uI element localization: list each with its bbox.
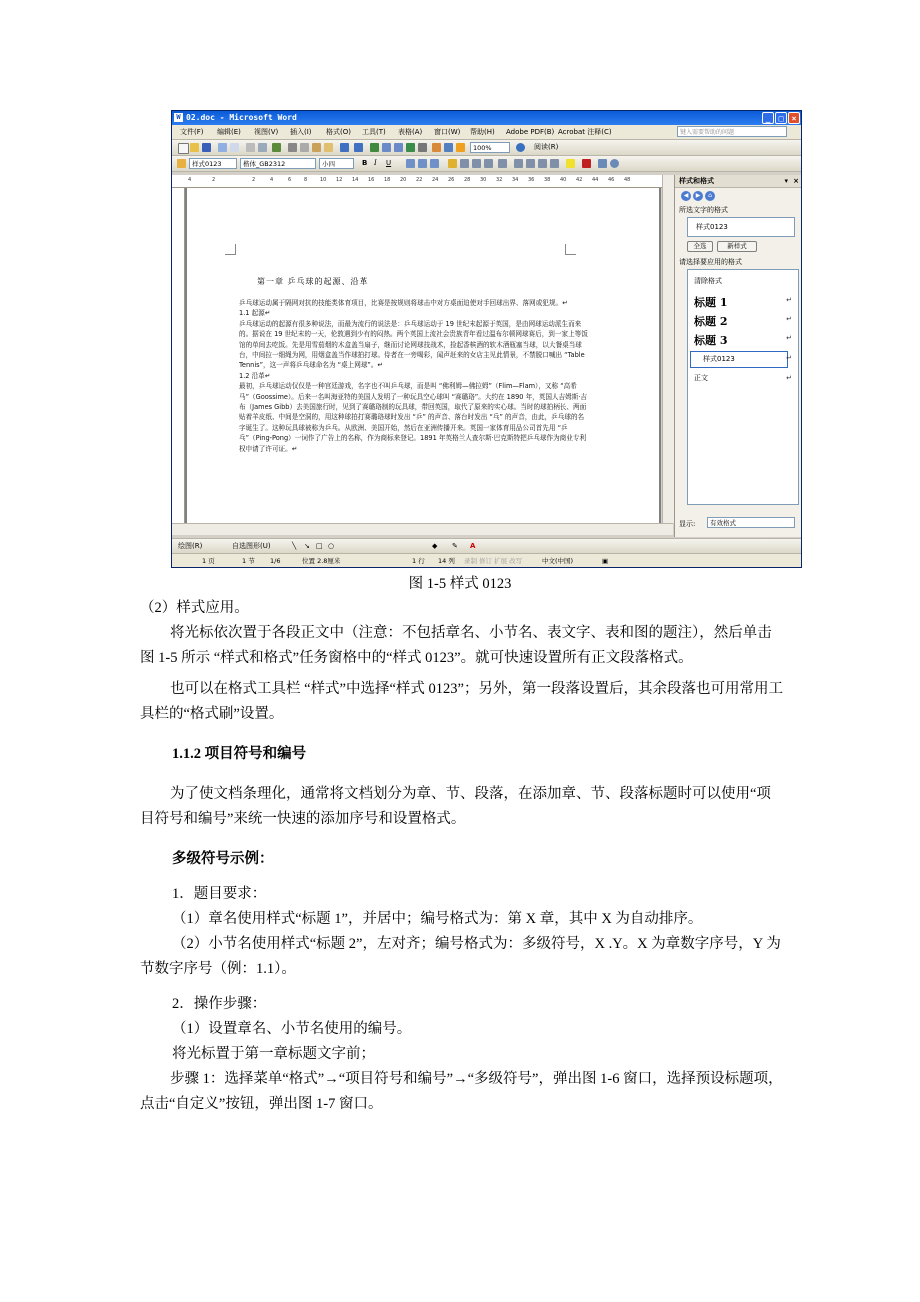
selected-format-label: 所选文字的格式	[679, 206, 728, 214]
document-area[interactable]	[185, 188, 661, 523]
status-section: 1 节	[242, 557, 255, 565]
paragraph: 为了使文档条理化，通常将文档划分为章、节、段落，在添加章、节、段落标题时可以使用“项目符号和编号”来统一快速的添加序号和设置格式。	[140, 786, 771, 827]
ruler-tick: 4	[188, 177, 192, 183]
crop-mark	[225, 244, 236, 255]
char-scale-icon[interactable]	[430, 159, 439, 168]
font-size-select[interactable]: 小四	[319, 158, 354, 169]
vertical-scrollbar[interactable]	[662, 175, 674, 523]
insert-table-icon[interactable]	[394, 143, 403, 152]
standard-toolbar	[172, 140, 801, 156]
forward-icon[interactable]: ▶	[693, 191, 703, 201]
ruler-tick: 42	[576, 177, 583, 183]
document-page[interactable]	[187, 188, 659, 523]
bullets-icon[interactable]	[526, 159, 535, 168]
paragraph-mark-icon: ↵	[786, 315, 792, 323]
minimize-icon[interactable]: _	[762, 112, 774, 124]
style-0123-selected[interactable]	[690, 351, 788, 368]
ruler-tick: 4	[270, 177, 274, 183]
decrease-indent-icon[interactable]	[538, 159, 547, 168]
horizontal-scrollbar[interactable]	[172, 523, 673, 535]
fill-color-icon[interactable]: ◆	[432, 542, 438, 550]
spelling-status-icon: ▣	[602, 557, 609, 565]
paragraph: 2．操作步骤：	[172, 996, 267, 1012]
permission-icon[interactable]	[218, 143, 227, 152]
status-page: 1 页	[202, 557, 215, 565]
selected-format-value: 样式0123	[696, 223, 728, 231]
distributed-icon[interactable]	[484, 159, 493, 168]
zoom-select[interactable]: 100%	[470, 142, 510, 153]
char-shading-icon[interactable]	[418, 159, 427, 168]
chevron-down-icon[interactable]: ▾	[784, 177, 788, 185]
char-border-icon[interactable]	[406, 159, 415, 168]
menu-table[interactable]: 表格(A)	[398, 128, 423, 136]
font-color-icon[interactable]	[582, 159, 591, 168]
ruler-tick: 40	[560, 177, 567, 183]
status-position: 位置 2.8厘米	[302, 557, 341, 565]
ruler-tick: 16	[368, 177, 375, 183]
task-pane-header	[675, 175, 802, 188]
new-document-icon[interactable]	[178, 143, 189, 154]
paragraph: 将光标置于第一章标题文字前；	[172, 1046, 375, 1062]
ruler-tick: 10	[320, 177, 327, 183]
redo-icon[interactable]	[354, 143, 363, 152]
body-text	[140, 596, 785, 1117]
ruler-tick: 22	[416, 177, 423, 183]
ruler-tick: 24	[432, 177, 439, 183]
menu-edit[interactable]: 编辑(E)	[217, 128, 241, 136]
hyperlink-icon[interactable]	[370, 143, 379, 152]
menu-tools[interactable]: 工具(T)	[362, 128, 386, 136]
highlight-icon[interactable]	[566, 159, 575, 168]
status-column: 14 列	[438, 557, 455, 565]
read-mode-button[interactable]: 阅读(R)	[534, 143, 559, 151]
paragraph: （2）样式应用。	[140, 600, 249, 616]
ruler-tick: 30	[480, 177, 487, 183]
paragraph: （1）设置章名、小节名使用的编号。	[172, 1021, 412, 1037]
status-line: 1 行	[412, 557, 425, 565]
ruler-tick: 28	[464, 177, 471, 183]
menu-acrobat[interactable]: Acrobat 注释(C)	[558, 128, 612, 136]
status-language: 中文(中国)	[542, 557, 574, 565]
style-select[interactable]: 样式0123	[189, 158, 237, 169]
draw-menu-button[interactable]: 绘图(R)	[178, 542, 203, 550]
open-folder-icon[interactable]	[190, 143, 199, 152]
apply-format-label: 请选择要应用的格式	[679, 258, 742, 266]
paragraph: 1．题目要求：	[172, 886, 267, 902]
tables-borders-icon[interactable]	[382, 143, 391, 152]
arrow-icon[interactable]: ↘	[304, 542, 310, 550]
status-modes: 录制 修订 扩展 改写	[464, 557, 523, 565]
paste-icon[interactable]	[312, 143, 321, 152]
doc-paragraph[interactable]: 最初，乒乓球运动仅仅是一种宫廷游戏，名字也不叫乒乓球，而是叫 “佛利姆—佛拉姆”（Flim—Flam），又称 “高希马”（Goossime）。后来一名叫海亚特的美国人发明了一种玩具空心球叫 “赛璐珞”。大约在 1890 年，英国人吉姆斯·吉布（James Gibb）去美国旅行时，见到了赛璐珞制的玩具球，带回英国，取代了原来的实心球。当时的球拍柄长、两面贴着羊皮纸、中间是空洞的，用这种球拍打赛璐珞球时发出 “乒” 的声音、落台时发出 “乓” 的声音，由此，乒乓球的名字诞生了。这种玩具球被称为乒乓。从欧洲、美国开始，然后在亚洲传播开来。英国一家体育用品公司首先用 “乒乓”（Ping-Pong）一词作了广告上的名称，作为商标来登记。1891 年英格兰人查尔斯·巴克斯特把乒乓球作为商业专利权申请了许可证。↵	[239, 382, 588, 453]
underline-icon[interactable]: U	[386, 159, 392, 167]
ruler-tick: 6	[288, 177, 292, 183]
columns-icon[interactable]	[418, 143, 427, 152]
ruler-tick: 12	[336, 177, 343, 183]
menu-bar	[172, 125, 801, 140]
document-map-icon[interactable]	[444, 143, 453, 152]
paragraph-mark-icon: ↵	[786, 354, 792, 362]
title-bar	[172, 111, 801, 125]
paragraph: 步骤 1：选择菜单“格式”→“项目符号和编号”→“多级符号”，弹出图 1-6 窗口，选择预设标题项，点击“自定义”按钮，弹出图 1-7 窗口。	[140, 1071, 783, 1112]
format-painter-icon[interactable]	[324, 143, 333, 152]
doc-heading[interactable]: 1.2 沿革↵	[239, 371, 271, 380]
sub-heading: 多级符号示例：	[172, 851, 274, 867]
figure-caption: 图 1-5 样式 0123	[408, 576, 512, 592]
word-screenshot	[171, 110, 802, 568]
style-0123-label: 样式0123	[703, 355, 735, 363]
style-clear-formatting[interactable]: 清除格式	[694, 277, 722, 285]
ruler-tick: 48	[624, 177, 631, 183]
doc-paragraph[interactable]: 乒乓球运动的起源有很多种说法，而最为流行的说法是：乒乓球运动于 19 世纪末起源于英国，是由网球运动派生而来的。据说在 19 世纪末的一天，伦敦遇到少有的闷热。两个英国上流社会贵族青年看过温布尔顿网球赛后，到一家上等饭馆的单间去吃饭。先是用雪茄烟的木盒盖当扇子，继而讨论网球技战术，捡起香槟酒的软木酒瓶塞当球，以大餐桌当球台，中间拉一细绳为网，用烟盒盖当作球拍打球。侍者在一旁喝彩，闻声赶来的女店主见此情景，不禁脱口喊出 “Table Tennis”，这一声将乒乓球命名为 “桌上网球”。↵	[239, 319, 588, 370]
ruler-tick: 26	[448, 177, 455, 183]
drawing-icon[interactable]	[432, 143, 441, 152]
ruler-tick: 2	[252, 177, 256, 183]
ruler-tick: 46	[608, 177, 615, 183]
ruler-tick: 32	[496, 177, 503, 183]
ruler-tick: 38	[544, 177, 551, 183]
maximize-icon[interactable]: □	[775, 112, 787, 124]
ruler-tick: 36	[528, 177, 535, 183]
show-select[interactable]: 有效格式	[707, 517, 795, 528]
drawing-toolbar	[172, 538, 801, 553]
italic-icon[interactable]: I	[374, 159, 377, 167]
insert-excel-icon[interactable]	[406, 143, 415, 152]
enclose-char-icon[interactable]	[610, 159, 619, 168]
styles-task-pane	[674, 175, 802, 537]
close-icon[interactable]: ×	[788, 112, 800, 124]
close-icon[interactable]: ×	[793, 177, 799, 185]
paragraph-mark-icon: ↵	[786, 296, 792, 304]
style-list[interactable]	[687, 269, 799, 505]
help-icon[interactable]	[516, 143, 525, 152]
menu-insert[interactable]: 插入(I)	[290, 128, 312, 136]
print-preview-icon[interactable]	[258, 143, 267, 152]
ruler-tick: 44	[592, 177, 599, 183]
paragraph: 将光标依次置于各段正文中（注意：不包括章名、小节名、表文字、表和图的题注），然后单击图 1-5 所示 “样式和格式”任务窗格中的“样式 0123”。就可快速设置所有正文段落格式。	[140, 625, 772, 666]
section-heading: 1.1.2 项目符号和编号	[172, 746, 307, 762]
print-icon[interactable]	[246, 143, 255, 152]
align-right-icon[interactable]	[472, 159, 481, 168]
menu-format[interactable]: 格式(O)	[326, 128, 351, 136]
style-heading-3[interactable]: 标题 3	[694, 334, 728, 347]
bold-icon[interactable]: B	[362, 159, 368, 167]
ruler-tick: 14	[352, 177, 359, 183]
justify-icon[interactable]	[448, 159, 457, 168]
menu-view[interactable]: 视图(V)	[254, 128, 279, 136]
numbering-icon[interactable]	[514, 159, 523, 168]
paragraph-mark-icon: ↵	[786, 334, 792, 342]
doc-heading[interactable]: 1.1 起源↵	[239, 309, 271, 318]
ruler-tick: 8	[304, 177, 308, 183]
show-label: 显示:	[679, 520, 696, 528]
menu-window[interactable]: 窗口(W)	[434, 128, 461, 136]
chapter-title[interactable]: 第一章 乒乓球的起源、沿革	[257, 277, 369, 286]
autoshapes-menu-button[interactable]: 自选图形(U)	[232, 542, 271, 550]
line-spacing-icon[interactable]	[498, 159, 507, 168]
show-hide-icon[interactable]	[456, 143, 465, 152]
vertical-ruler[interactable]	[172, 188, 185, 523]
back-icon[interactable]: ◀	[681, 191, 691, 201]
document-body[interactable]	[239, 298, 589, 454]
select-all-button[interactable]: 全选	[687, 241, 713, 252]
save-icon[interactable]	[202, 143, 211, 152]
paragraph: （1）章名使用样式“标题 1”，并居中；编号格式为：第 X 章，其中 X 为自动排序。	[172, 911, 703, 927]
increase-indent-icon[interactable]	[550, 159, 559, 168]
spelling-icon[interactable]	[272, 143, 281, 152]
status-bar	[172, 553, 801, 568]
horizontal-ruler[interactable]	[172, 175, 672, 188]
task-pane-title: 样式和格式	[679, 177, 714, 185]
doc-paragraph[interactable]: 乒乓球运动属于隔网对抗的技能类体育项目，比赛是按规则将球击中对方桌面迫使对手回球出界、落网或犯规。↵	[239, 299, 568, 307]
ruler-tick: 2	[212, 177, 216, 183]
window-title: 02.doc - Microsoft Word	[186, 113, 297, 122]
email-icon[interactable]	[230, 143, 239, 152]
new-style-button[interactable]: 新样式	[717, 241, 757, 252]
oval-icon[interactable]: ○	[328, 542, 335, 550]
status-pages: 1/6	[270, 557, 281, 565]
font-select[interactable]: 楷体_GB2312	[240, 158, 316, 169]
paragraph-mark-icon: ↵	[786, 374, 792, 382]
formatting-toolbar	[172, 156, 801, 172]
style-heading-2[interactable]: 标题 2	[694, 315, 728, 328]
line-color-icon[interactable]: ✎	[452, 542, 458, 550]
style-normal[interactable]: 正文	[694, 374, 708, 382]
rectangle-icon[interactable]: □	[316, 542, 323, 550]
cut-icon[interactable]	[288, 143, 297, 152]
selected-format-box[interactable]	[687, 217, 795, 237]
paragraph: 也可以在格式工具栏 “样式”中选择“样式 0123”；另外，第一段落设置后，其余段落也可用常用工具栏的“格式刷”设置。	[140, 681, 783, 722]
word-icon: W	[174, 113, 183, 122]
undo-icon[interactable]	[340, 143, 349, 152]
ruler-tick: 34	[512, 177, 519, 183]
paragraph: （2）小节名使用样式“标题 2”，左对齐；编号格式为：多级符号，X .Y。X 为章数字序号，Y 为节数字序号（例：1.1）。	[140, 936, 781, 977]
ruler-tick: 20	[400, 177, 407, 183]
menu-adobe-pdf[interactable]: Adobe PDF(B)	[506, 128, 555, 136]
menu-help[interactable]: 帮助(H)	[470, 128, 495, 136]
home-icon[interactable]: ⌂	[705, 191, 715, 201]
style-heading-1[interactable]: 标题 1	[694, 296, 728, 309]
menu-file[interactable]: 文件(F)	[180, 128, 204, 136]
help-search-input[interactable]: 键入需要帮助的问题	[677, 126, 787, 137]
align-center-icon[interactable]	[460, 159, 469, 168]
line-icon[interactable]: ╲	[292, 542, 297, 550]
copy-icon[interactable]	[300, 143, 309, 152]
crop-mark	[565, 244, 576, 255]
ruler-tick: 18	[384, 177, 391, 183]
font-color-icon[interactable]: A	[470, 542, 476, 550]
styles-pane-icon[interactable]	[177, 159, 186, 168]
phonetic-guide-icon[interactable]	[598, 159, 607, 168]
